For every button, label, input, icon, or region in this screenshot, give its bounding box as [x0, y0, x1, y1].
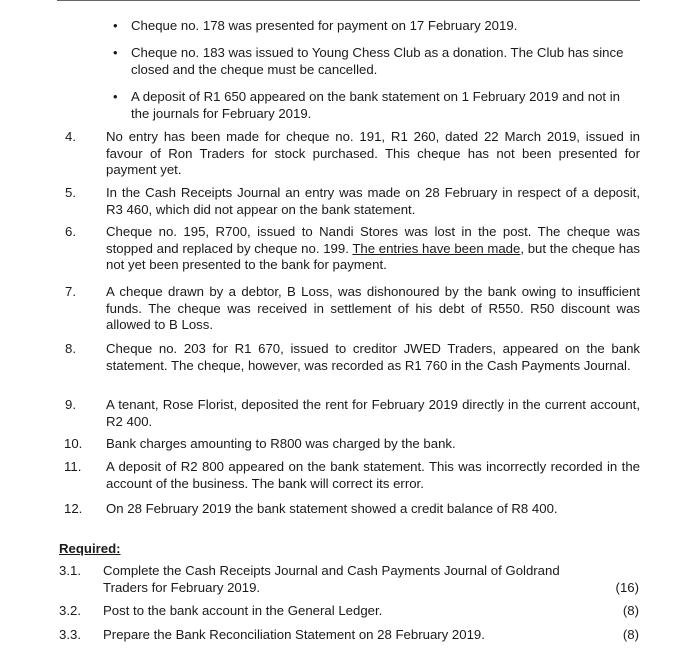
item-text: Bank charges amounting to R800 was charged by the bank.: [106, 436, 456, 451]
item-number: 8.: [65, 341, 76, 356]
item-text: A cheque drawn by a debtor, B Loss, was dishonoured by the bank owing to insufficient funds. The cheque was received in settlement of his debt of R550. R50 discount was allowed to B Loss.: [106, 284, 640, 333]
item-number: 4.: [65, 129, 76, 144]
item-text: Cheque no. 203 for R1 670, issued to creditor JWED Traders, appeared on the bank statement. The cheque, however, was recorded as R1 760 in the Cash Payments Journal.: [106, 341, 640, 373]
item-number: 12.: [64, 501, 83, 516]
required-item-text: Complete the Cash Receipts Journal and Cash Payments Journal of Goldrand Traders for February 2019.: [103, 563, 560, 595]
required-item-number: 3.2.: [59, 603, 81, 618]
bullet-dot: •: [113, 45, 118, 60]
list-item: [58, 129, 640, 179]
bullet-text: A deposit of R1 650 appeared on the bank statement on 1 February 2019 and not in the journals for February 2019.: [131, 89, 621, 121]
required-item-marks: (16): [615, 579, 639, 595]
required-item-text: Prepare the Bank Reconciliation Statement on 28 February 2019.: [103, 627, 485, 642]
item-number: 6.: [65, 224, 76, 239]
item-number: 9.: [65, 397, 76, 412]
item-number: 11.: [64, 459, 82, 474]
list-item: [58, 397, 640, 430]
bullet-text: Cheque no. 183 was issued to Young Chess Club as a donation. The Club has since closed and the cheque must be cancelled.: [131, 45, 624, 77]
bullet-dot: •: [113, 89, 118, 104]
item-number: 5.: [65, 185, 76, 200]
required-item: [59, 627, 639, 644]
list-item: [58, 185, 640, 218]
item-text-part: , but the cheque has not yet been presented to the bank for payment.: [106, 240, 640, 273]
required-heading: Required:: [59, 541, 121, 556]
required-item: [59, 603, 639, 620]
list-item: [58, 436, 640, 453]
list-item: [58, 224, 640, 274]
bullet-item: [113, 89, 641, 122]
item-number: 7.: [65, 284, 76, 299]
item-text: In the Cash Receipts Journal an entry was made on 28 February in respect of a deposit, R3 460, which did not appear on the bank statement.: [106, 185, 640, 217]
list-item: [58, 341, 640, 374]
item-number: 10.: [64, 436, 83, 451]
item-text: No entry has been made for cheque no. 191, R1 260, dated 22 March 2019, issued in favour of Ron Traders for stock purchased. This cheque has not been presented for payment yet.: [106, 129, 640, 178]
bullet-text: Cheque no. 178 was presented for payment on 17 February 2019.: [131, 18, 518, 33]
item-text: [106, 224, 640, 274]
list-item: [58, 284, 640, 334]
item-text-underlined: The entries have been made: [352, 240, 521, 256]
top-divider: [57, 0, 640, 1]
required-item-number: 3.1.: [59, 563, 81, 578]
item-text: A deposit of R2 800 appeared on the bank statement. This was incorrectly recorded in the account of the business. The bank will correct its error.: [106, 459, 640, 491]
list-item: [58, 501, 640, 518]
required-item-marks: (8): [622, 603, 639, 618]
bullet-item: [113, 45, 641, 78]
item-text-part: Cheque no. 195, R700, issued to Nandi Stores was lost in the post. The cheque was stopped and replaced by cheque no. 199.: [106, 224, 640, 256]
bullet-dot: •: [113, 18, 118, 33]
list-item: [58, 459, 640, 492]
required-item-number: 3.3.: [59, 627, 81, 642]
required-item-marks: (8): [622, 627, 639, 642]
bullet-item: [113, 18, 641, 35]
required-item: [59, 563, 639, 596]
item-text: A tenant, Rose Florist, deposited the rent for February 2019 directly in the current account, R2 400.: [106, 397, 640, 429]
required-item-text: Post to the bank account in the General Ledger.: [103, 603, 383, 618]
item-text: On 28 February 2019 the bank statement showed a credit balance of R8 400.: [106, 501, 558, 516]
